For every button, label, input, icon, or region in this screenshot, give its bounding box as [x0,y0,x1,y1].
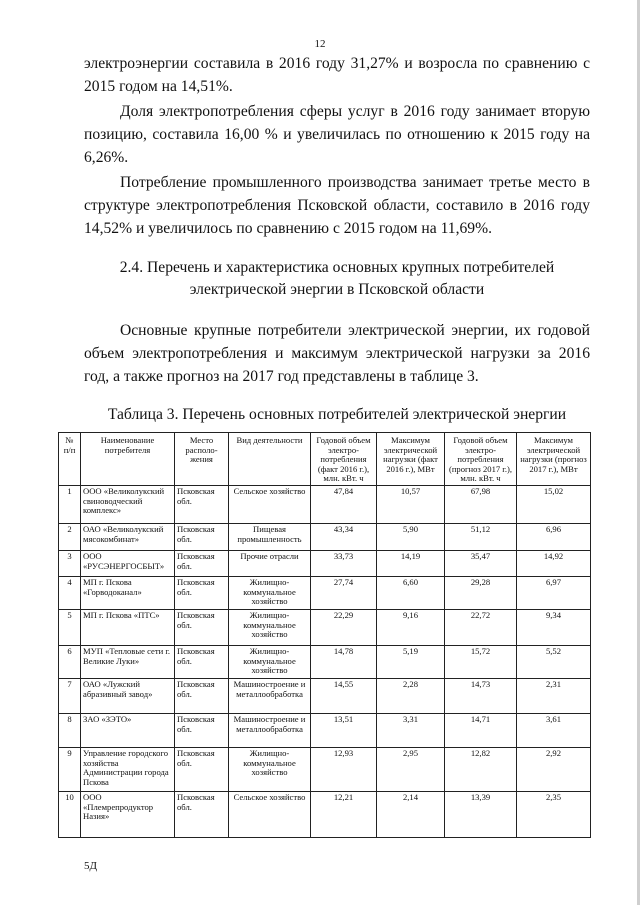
paragraph-1 [84,52,590,98]
section-heading-line: электрической энергии в Псковской области [189,281,485,298]
max-load-2017: 9,34 [517,609,591,645]
consumer-name: МП г. Пскова «Горводоканал» [81,576,175,609]
table-row [59,609,591,645]
max-load-2016: 10,57 [377,485,445,523]
activity: Машиностроение и металлообработка [229,713,311,747]
row-number: 5 [59,609,81,645]
paragraph-text: Доля электропотребления сферы услуг в 2016 году занимает вторую позицию, составила 16,00 % и увеличилась по отношению к 2015 году на 6,26%. [84,103,590,166]
max-load-2016: 2,95 [377,747,445,791]
activity: Сельское хозяйство [229,485,311,523]
max-load-2017: 2,31 [517,678,591,713]
location: Псковская обл. [175,576,229,609]
table-row [59,550,591,576]
header-cell: Годовой объем электро-потребления (факт 2016 г.), млн. кВт. ч [311,433,377,486]
max-load-2017: 15,02 [517,485,591,523]
table-row [59,791,591,837]
table-row [59,747,591,791]
row-number: 9 [59,747,81,791]
consumption-2016: 33,73 [311,550,377,576]
location: Псковская обл. [175,713,229,747]
row-number: 6 [59,645,81,678]
max-load-2016: 6,60 [377,576,445,609]
activity: Пищевая промышленность [229,523,311,550]
consumption-2017: 13,39 [445,791,517,837]
max-load-2016: 3,31 [377,713,445,747]
row-number: 7 [59,678,81,713]
max-load-2016: 5,19 [377,645,445,678]
footer-code: 5Д [84,860,98,872]
consumer-name: ОАО «Великолукский мясокомбинат» [81,523,175,550]
max-load-2016: 2,14 [377,791,445,837]
consumer-name: ООО «РУСЭНЕРГОСБЫТ» [81,550,175,576]
max-load-2016: 14,19 [377,550,445,576]
consumer-name: ООО «Племрепродуктор Назия» [81,791,175,837]
row-number: 3 [59,550,81,576]
max-load-2017: 2,35 [517,791,591,837]
row-number: 8 [59,713,81,747]
table-row [59,576,591,609]
max-load-2017: 5,52 [517,645,591,678]
consumption-2016: 47,84 [311,485,377,523]
section-heading [84,257,590,301]
header-cell: Годовой объем электро-потребления (прогноз 2017 г.), млн. кВт. ч [445,433,517,486]
max-load-2017: 2,92 [517,747,591,791]
header-cell: Наименование потребителя [81,433,175,486]
max-load-2017: 6,97 [517,576,591,609]
paragraph-3 [84,171,590,240]
paragraph-text: Основные крупные потребители электрической энергии, их годовой объем электропотребления и максимум электрической нагрузки за 2016 год, а также прогноз на 2017 год представлены в таблице 3. [84,322,590,385]
location: Псковская обл. [175,678,229,713]
row-number: 4 [59,576,81,609]
consumer-name: ООО «Великолукский свиноводческий комплекс» [81,485,175,523]
location: Псковская обл. [175,645,229,678]
consumer-name: МП г. Пскова «ПТС» [81,609,175,645]
max-load-2016: 9,16 [377,609,445,645]
table-row [59,485,591,523]
section-heading-line: 2.4. Перечень и характеристика основных крупных потребителей [119,259,555,276]
consumer-name: ОАО «Лужский абразивный завод» [81,678,175,713]
row-number: 10 [59,791,81,837]
consumption-2016: 13,51 [311,713,377,747]
intro-paragraph [84,319,590,388]
activity: Прочие отрасли [229,550,311,576]
consumption-2017: 22,72 [445,609,517,645]
page-number: 12 [314,38,326,50]
max-load-2016: 2,28 [377,678,445,713]
consumer-name: Управление городского хозяйства Администрации города Пскова [81,747,175,791]
consumption-2017: 35,47 [445,550,517,576]
activity: Жилищно-коммунальное хозяйство [229,747,311,791]
paragraph-text: Потребление промышленного производства занимает третье место в структуре электропотребления Псковской области, составило в 2016 году 14,52% и увеличилось по сравнению с 2015 годом на 11,69%. [84,174,590,237]
consumption-2017: 29,28 [445,576,517,609]
paragraph-text: электроэнергии составила в 2016 году 31,27% и возросла по сравнению с 2015 годом на 14,51%. [84,55,590,95]
table-row [59,678,591,713]
consumption-2016: 14,78 [311,645,377,678]
consumer-name: ЗАО «ЗЭТО» [81,713,175,747]
consumers-table [58,432,591,838]
table-caption: Таблица 3. Перечень основных потребителей электрической энергии [107,406,567,423]
consumption-2016: 12,21 [311,791,377,837]
table-row [59,523,591,550]
consumption-2017: 12,82 [445,747,517,791]
consumption-2016: 22,29 [311,609,377,645]
location: Псковская обл. [175,609,229,645]
header-cell: Максимум электрической нагрузки (факт 2016 г.), МВт [377,433,445,486]
consumption-2017: 51,12 [445,523,517,550]
max-load-2016: 5,90 [377,523,445,550]
activity: Сельское хозяйство [229,791,311,837]
location: Псковская обл. [175,791,229,837]
table-row [59,645,591,678]
table-header-row [59,433,591,486]
location: Псковская обл. [175,747,229,791]
consumption-2016: 12,93 [311,747,377,791]
row-number: 1 [59,485,81,523]
max-load-2017: 14,92 [517,550,591,576]
consumption-2017: 14,73 [445,678,517,713]
header-cell: № п/п [59,433,81,486]
table-row [59,713,591,747]
consumption-2017: 15,72 [445,645,517,678]
consumption-2017: 67,98 [445,485,517,523]
consumption-2017: 14,71 [445,713,517,747]
header-cell: Место располо-жения [175,433,229,486]
paragraph-2 [84,100,590,169]
row-number: 2 [59,523,81,550]
consumption-2016: 27,74 [311,576,377,609]
activity: Жилищно-коммунальное хозяйство [229,576,311,609]
activity: Жилищно-коммунальное хозяйство [229,609,311,645]
activity: Машиностроение и металлообработка [229,678,311,713]
consumption-2016: 43,34 [311,523,377,550]
max-load-2017: 6,96 [517,523,591,550]
activity: Жилищно-коммунальное хозяйство [229,645,311,678]
location: Псковская обл. [175,523,229,550]
header-cell: Максимум электрической нагрузки (прогноз 2017 г.), МВт [517,433,591,486]
location: Псковская обл. [175,485,229,523]
consumption-2016: 14,55 [311,678,377,713]
location: Псковская обл. [175,550,229,576]
header-cell: Вид деятельности [229,433,311,486]
consumer-name: МУП «Тепловые сети г. Великие Луки» [81,645,175,678]
max-load-2017: 3,61 [517,713,591,747]
